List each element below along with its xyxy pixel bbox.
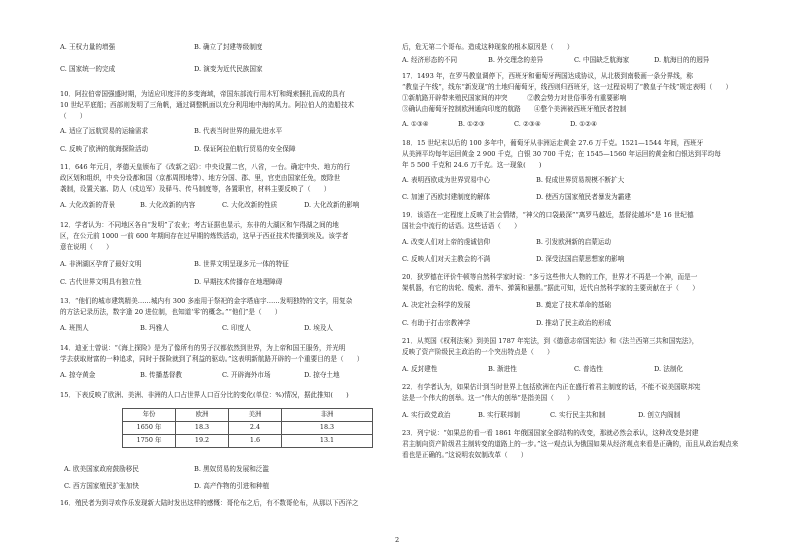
- q19-option-b[interactable]: B. 引发欧洲新的启蒙运动: [536, 238, 611, 246]
- page-number: 2: [395, 536, 400, 544]
- q18-option-b[interactable]: B. 促成世界贸易规模不断扩大: [536, 176, 625, 184]
- q11-line-2: 政区划和组织，中央分设都和国（京都周围地带）、地方分国、郡、里，官吏由国家任免，废除世: [60, 174, 341, 182]
- q17-option-b[interactable]: B. ①②③: [458, 120, 485, 128]
- q11-option-c[interactable]: C. 大化改新的性质: [222, 201, 278, 209]
- q18-option-d[interactable]: D. 使西方国家殖民者暴发为霸建: [536, 193, 631, 201]
- q18-line-2: 从美洲平均每年运回黄金 2 900 千克，白银 30 700 千克；在 1545—1560 年运回的黄金和白银达到平均每: [402, 150, 721, 158]
- q22-option-d[interactable]: D. 创立内阁制: [638, 411, 681, 419]
- q16-option-b[interactable]: B. 外交理念的差异: [488, 56, 544, 64]
- q19-option-a[interactable]: A. 改变人们对上帝的虔诚信仰: [402, 238, 491, 246]
- q19-line-2: 国社会中流行的话语。这些话语（ ）: [402, 222, 521, 230]
- table-header-cell: 年份: [123, 409, 176, 422]
- q21-option-d[interactable]: D. 法制化: [654, 365, 684, 373]
- q14-line-2: 学去获取财富的一种追求，同时于探险就到了利益的驱动。”这表明新航路开辟的一个重要目的是（ ）: [60, 355, 364, 363]
- q16-option-a[interactable]: A. 经济形态的不同: [402, 56, 458, 64]
- q17-statement-1: ①新航路开辟带来殖民国家间的冲突 ②教会势力对世俗事务有重要影响: [402, 94, 627, 102]
- q14-option-b[interactable]: B. 传播基督教: [140, 371, 183, 379]
- q9-option-c[interactable]: C. 国家统一的完成: [60, 65, 116, 73]
- q14-option-a[interactable]: A. 掠夺黄金: [60, 371, 96, 379]
- q20-line-1: 20．狄罗德在评价牛顿等自然科学家时说：“多亏这些伟大人物的工作，世界才不再是一个神，而是一: [402, 273, 698, 281]
- population-table: [122, 408, 373, 448]
- q12-line-3: 意在说明（ ）: [60, 243, 113, 251]
- q11-line-3: 袭制，设置关塞、防人（戍边军）及驿马、传马制度等，各置职官，材料主要反映了（ ）: [60, 185, 331, 193]
- q18-line-3: 年 5 500 千克和 24.6 万千克。这一现象( ): [402, 161, 542, 169]
- q18-line-1: 18．15 世纪末以后的 100 多年中，葡萄牙从非洲运走黄金 27.6 万千克。1521—1544 年间，西班牙: [402, 139, 704, 147]
- q19-line-1: 19．该语在一定程度上反映了社会情绪，“神父的口袋最深”“离罗马越近，基督徒越坏”是 16 世纪德: [402, 211, 694, 219]
- q22-option-a[interactable]: A. 实行政党政治: [402, 411, 451, 419]
- q20-option-a[interactable]: A. 决定社会科学的发展: [402, 301, 471, 309]
- q20-option-b[interactable]: B. 奠定了技术革命的基础: [536, 301, 611, 309]
- q13-option-d[interactable]: D. 埃及人: [304, 324, 334, 332]
- q11-option-b[interactable]: B. 大化改新的内容: [140, 201, 196, 209]
- q15-line: 15．下表反映了欧洲、美洲、非洲的人口占世界人口百分比的变化(单位：%)情况，据此推知( ): [60, 391, 349, 399]
- q21-line-1: 21．从英国《权利法案》到美国 1787 年宪法，到《德意志帝国宪法》和《法兰西第三共和国宪法》，: [402, 337, 699, 345]
- q13-line-2: 的方法记录历法，数字逢 20 进位制，也知道‘零’的概念。”“他们”是（ ）: [60, 308, 282, 316]
- q19-option-d[interactable]: D. 深受法国启蒙思想家的影响: [536, 255, 625, 263]
- q15-option-b[interactable]: B. 黑奴贸易的发展和泛滥: [194, 465, 269, 473]
- q12-option-a[interactable]: A. 非洲湖区孕育了最好文明: [60, 260, 142, 268]
- q9-option-a[interactable]: A. 王权力量的增强: [60, 43, 116, 51]
- q16-continuation: 后，危无第二个哥布。造成这种现象的根本原因是（ ）: [402, 43, 574, 51]
- q14-line-1: 14．迪亚士曾说：“《海上探险》是为了像所有的男子汉都依然到世界，为上帝和国王服务，并光明: [60, 344, 346, 352]
- q10-option-b[interactable]: B. 代表当时世界的最先进水平: [194, 127, 283, 135]
- table-header-cell: 非洲: [282, 409, 373, 422]
- q17-option-c[interactable]: C. ②③④: [514, 120, 541, 128]
- q15-option-d[interactable]: D. 高产作物的引进和种植: [194, 482, 270, 490]
- q12-line-1: 12．学者认为：不同地区各自“发明”了农业；考古证据也显示，东非的大湖区和乍得湖之间的地: [60, 221, 339, 229]
- q13-line-1: 13．“他们的城市建筑精美……城内有 300 多座用于祭祀的金字塔庙宇……发明独特的文字，用复杂: [60, 297, 353, 305]
- q10-line-1: 10．阿拉伯帝国强盛时期，为适应印度洋的多变海域，帝国东部流行用木钉和绳索捆扎而成的具有: [60, 90, 346, 98]
- q9-option-d[interactable]: D. 演变为近代民族国家: [194, 65, 263, 73]
- q22-option-c[interactable]: C. 实行民主共和制: [550, 411, 606, 419]
- q18-option-c[interactable]: C. 加速了西欧封建制度的解体: [402, 193, 491, 201]
- table-header-cell: 美洲: [229, 409, 282, 422]
- q14-option-c[interactable]: C. 开辟海外市场: [222, 371, 271, 379]
- table-cell: 13.1: [282, 435, 373, 448]
- table-cell: 18.3: [176, 422, 229, 435]
- q17-statement-2: ③确认由葡萄牙控制欧洲通向印度的航路 ④整个美洲被西班牙殖民者控制: [402, 105, 627, 113]
- q23-line-2: 君主制向资产阶级君主制转变的道路上的一步。”这一观点认为俄国如果从经济观点来看是正确的，而且从政治观点来: [402, 440, 739, 448]
- q13-option-a[interactable]: A. 班图人: [60, 324, 89, 332]
- q16-line: 16．殖民者为到寻欢作乐发现新大陆时发出这样的感慨：哥伦布之后，有不数哥伦布，从那以下西洋之: [60, 499, 359, 507]
- q23-line-3: 看也是正确的。”这说明农奴制改革（ ）: [402, 451, 528, 459]
- table-cell: 2.4: [229, 422, 282, 435]
- table-cell: 19.2: [176, 435, 229, 448]
- q14-option-d[interactable]: D. 掠夺土地: [304, 371, 340, 379]
- q22-option-b[interactable]: B. 实行联邦制: [478, 411, 521, 419]
- q21-option-a[interactable]: A. 反封建性: [402, 365, 438, 373]
- q23-line-1: 23．列宁说：“如果总的看一看 1861 年俄国国家全部结构的改变，那就必然会承认，这种改变是封建: [402, 429, 699, 437]
- table-row: [123, 422, 373, 435]
- q16-option-c[interactable]: C. 中国缺乏航海家: [574, 56, 630, 64]
- q11-line-1: 11．646 年元月，孝德天皇颁布了《改新之诏》：中央设置二官，八省，一台。确定中央、地方的行: [60, 163, 351, 171]
- q18-option-a[interactable]: A. 表明西欧成为世界贸易中心: [402, 176, 491, 184]
- q15-option-a[interactable]: A. 欧美国家政府鼓励移民: [64, 465, 139, 473]
- q13-option-b[interactable]: B. 玛雅人: [140, 324, 169, 332]
- q12-option-b[interactable]: B. 世界文明呈现多元一体的特征: [194, 260, 289, 268]
- q10-line-3: （ ）: [60, 112, 87, 120]
- q22-line-1: 22．有学者认为，如果估计到当时世界上包括欧洲在内正在盛行着君主制度的话，不能不说美国联邦宪: [402, 383, 701, 391]
- q12-line-2: 区，在公元前 1000 一前 600 年期间存在过早期的炼铁活动，这早于西亚技术传播到埃及。该学者: [60, 232, 349, 240]
- q10-option-c[interactable]: C. 反映了欧洲的航海探险活动: [60, 145, 149, 153]
- q10-option-d[interactable]: D. 保证阿拉伯航行贸易的安全保障: [194, 145, 296, 153]
- table-header-row: [123, 409, 373, 422]
- q17-line-2: “教皇子午线”，线东“新发现”的土地归葡萄牙，线西则归西班牙，这一过程说明了“教皇子午线”规定表明（ ）: [402, 83, 733, 91]
- q21-option-c[interactable]: C. 普选性: [574, 365, 603, 373]
- q21-line-2: 反映了资产阶级民主政治的一个突出特点是（ ）: [402, 348, 554, 356]
- q9-option-b[interactable]: B. 确立了封建等级制度: [194, 43, 263, 51]
- table-cell: 18.3: [282, 422, 373, 435]
- table-cell: 1650 年: [123, 422, 176, 435]
- q20-line-2: 架机器，有它的齿轮、缆索、滑车、弹簧和悬摆。”据此可知，近代自然科学家的主要贡献在于（ ）: [402, 284, 699, 292]
- q20-option-c[interactable]: C. 有助于打击宗教神学: [402, 319, 471, 327]
- q12-option-c[interactable]: C. 古代世界文明具有独立性: [60, 278, 142, 286]
- q20-option-d[interactable]: D. 推动了民主政治的形成: [536, 319, 612, 327]
- q11-option-a[interactable]: A. 大化改新的背景: [60, 201, 116, 209]
- q11-option-d[interactable]: D. 大化改新的影响: [304, 201, 360, 209]
- q17-option-a[interactable]: A. ①③④: [402, 120, 429, 128]
- q13-option-c[interactable]: C. 印度人: [222, 324, 251, 332]
- q22-line-2: 法是一个伟大的创举。这一“伟大的创举”是指美国（ ）: [402, 394, 574, 402]
- q17-option-d[interactable]: D. ①②④: [570, 120, 597, 128]
- q21-option-b[interactable]: B. 渐进性: [488, 365, 517, 373]
- q17-line-1: 17．1493 年，在罗马教皇调停下，西班牙和葡萄牙两国达成协议，从北极到南极画一条分界线，称: [402, 72, 694, 80]
- table-row: [123, 435, 373, 448]
- q19-option-c[interactable]: C. 反映人们对天主教会的不满: [402, 255, 491, 263]
- q10-option-a[interactable]: A. 适应了远航贸易的运输需求: [60, 127, 149, 135]
- q12-option-d[interactable]: D. 早期技术传播存在地理障碍: [194, 278, 283, 286]
- table-header-cell: 欧洲: [176, 409, 229, 422]
- table-cell: 1.6: [229, 435, 282, 448]
- q15-option-c[interactable]: C. 西方国家殖民扩张加快: [64, 482, 139, 490]
- table-cell: 1750 年: [123, 435, 176, 448]
- q10-line-2: 10 世纪平底船；西部则发明了三角帆，通过调整帆面以充分利用地中海的风力。阿拉伯人的造船技术: [60, 101, 355, 109]
- q16-option-d[interactable]: D. 航海目的的迥异: [654, 56, 710, 64]
